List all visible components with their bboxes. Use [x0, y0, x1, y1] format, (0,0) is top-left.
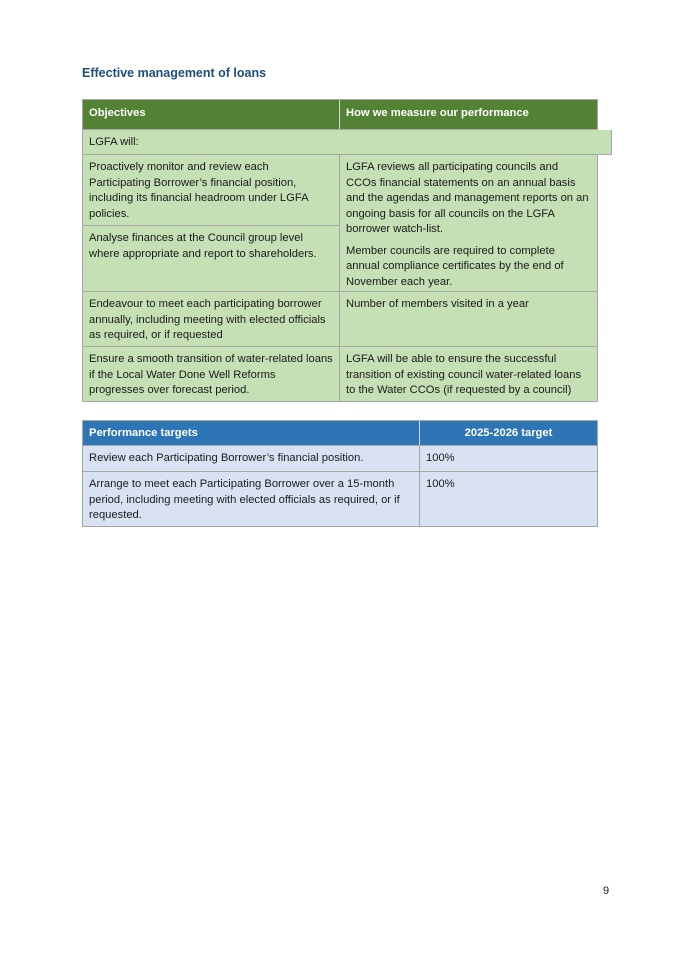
header-measures: How we measure our performance — [346, 107, 529, 119]
objectives-table — [82, 99, 598, 402]
table-row — [82, 292, 598, 347]
objective-cell — [83, 155, 340, 291]
performance-target-text: Arrange to meet each Participating Borrower over a 15-month period, including meeting with elected officials as required, or if requested. — [83, 472, 420, 526]
table-row — [83, 445, 597, 471]
section-heading: Effective management of loans — [82, 66, 267, 80]
objective-text: Proactively monitor and review each Participating Borrower’s financial position, including its financial headroom under LGFA policies. — [89, 161, 308, 220]
measure-text: LGFA reviews all participating councils and CCOs financial statements on an annual basis and the agendas and management reports on an ongoing basis for all councils on the LGFA borrower watch-list. — [346, 161, 589, 235]
header-target-year: 2025-2026 target — [464, 427, 553, 439]
measure-text: Member councils are required to complete annual compliance certificates by the end of November each year. — [346, 244, 564, 288]
objective-text: Endeavour to meet each participating borrower annually, including meeting with elected officials as required, or if requested — [89, 298, 326, 341]
header-objectives: Objectives — [83, 100, 340, 129]
measure-text: Number of members visited in a year — [346, 298, 529, 310]
performance-target-value: 100% — [426, 478, 455, 490]
objectives-table-header — [82, 99, 598, 130]
measure-cell — [340, 292, 597, 346]
measure-cell — [340, 155, 597, 291]
measure-cell — [340, 347, 597, 401]
performance-targets-table — [82, 420, 598, 527]
performance-target-text: Review each Participating Borrower’s financial position. — [83, 446, 420, 471]
header-performance-targets: Performance targets — [83, 421, 420, 445]
objective-text: Analyse finances at the Council group level where appropriate and report to shareholders. — [83, 225, 339, 292]
objective-text: Ensure a smooth transition of water-related loans if the Local Water Done Well Reforms progresses over forecast period. — [89, 353, 333, 396]
table-row — [82, 155, 598, 292]
page-number: 9 — [603, 885, 610, 897]
measure-text: LGFA will be able to ensure the successful transition of existing council water-related loans to the Water CCOs (if requested by a council) — [346, 353, 582, 396]
lgfa-intro-row — [82, 130, 612, 155]
objective-cell — [83, 292, 340, 346]
performance-target-value: 100% — [426, 452, 455, 464]
performance-table-header — [83, 421, 597, 445]
lgfa-intro-text: LGFA will: — [89, 136, 139, 148]
table-row — [82, 347, 598, 402]
table-row — [83, 471, 597, 526]
objective-cell — [83, 347, 340, 401]
